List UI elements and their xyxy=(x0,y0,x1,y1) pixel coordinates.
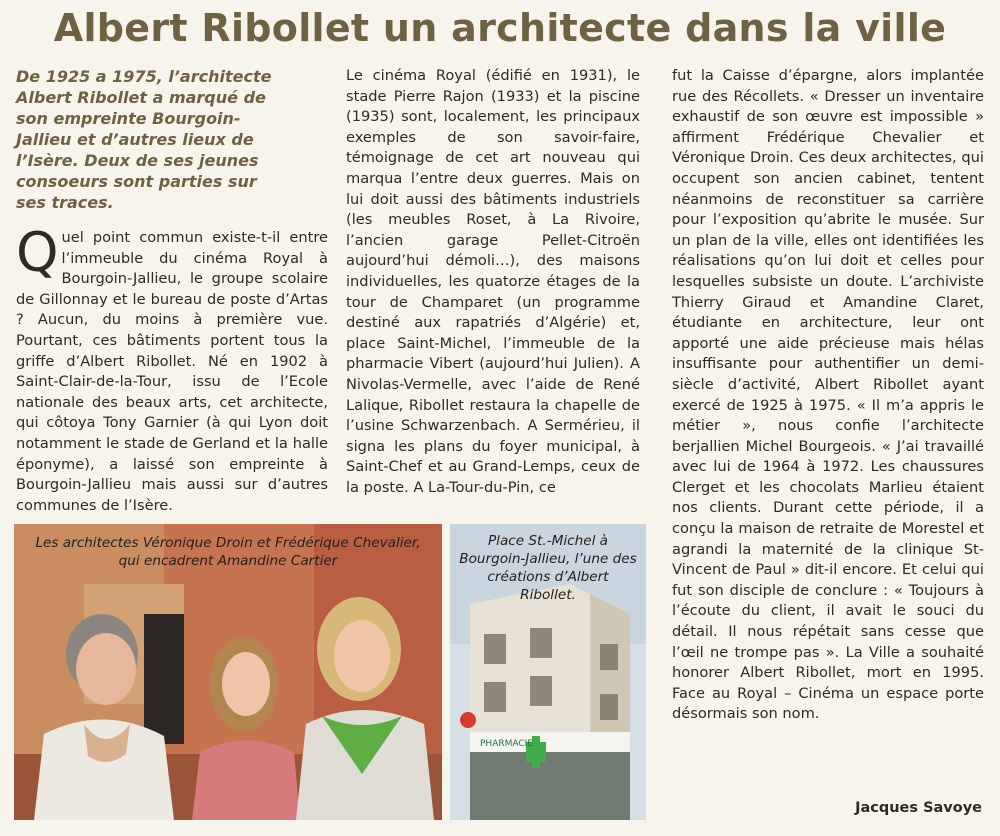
photo-building xyxy=(450,524,646,820)
column-2-body: Le cinéma Royal (édifié en 1931), le stade Pierre Rajon (1933) et la piscine (1935) sont, localement, les principaux exemples de son savoir-faire, témoignage de cet art nouveau qui marqua l’entre deux guerres. Mais on lui doit aussi des bâtiments industriels (les meubles Roset, à La Rivoire, l’ancien garage Pellet-Citroën aujourd’hui démoli…), des maisons individuelles, les quatorze étages de la tour de Champaret (un programme destiné aux rapatriés d’Algérie) et, place Saint-Michel, l’immeuble de la pharmacie Vibert (aujourd’hui Julien). A Nivolas-Vermelle, avec l’aide de René Lalique, Ribollet restaura la chapelle de l’usine Schwarzenbach. A Sermérieu, il signa les plans du foyer municipal, à Saint-Chef et au Grand-Lemps, ceux de la poste. A La-Tour-du-Pin, ce xyxy=(346,67,640,496)
photo-architects xyxy=(14,524,442,820)
article-title: Albert Ribollet un architecte dans la ville xyxy=(53,6,947,50)
pharmacie-sign: PHARMACIE xyxy=(480,739,533,749)
article-author: Jacques Savoye xyxy=(855,800,982,816)
column-1-body: uel point commun existe-t-il entre l’immeuble du cinéma Royal à Bourgoin-Jallieu, le groupe scolaire de Gillonnay et le bureau de poste d’Artas ? Aucun, du moins à première vue. Pourtant, ces bâtiments portent tous la griffe d’Albert Ribollet. Né en 1902 à Saint-Clair-de-la-Tour, issu de l’Ecole nationale des beaux arts, cet architecte, qui côtoya Tony Garnier (à qui Lyon doit notamment le stade de Gerland et la halle éponyme), a laissé son empreinte à Bourgoin-Jallieu mais aussi sur d’autres communes de l’Isère. xyxy=(16,229,328,514)
column-1 xyxy=(16,221,328,516)
drop-cap: Q xyxy=(16,221,59,284)
column-3-body: fut la Caisse d’épargne, alors implantée rue des Récollets. « Dresser un inventaire exhaustif de son œuvre est impossible » affirment Frédérique Chevalier et Véronique Droin. Ces deux architectes, qui occupent son ancien cabinet, tentent néanmoins de reconstituer sa carrière pour l’exposition qu’abrite le musée. Sur un plan de la ville, elles ont identifiées les réalisations qu’on lui doit et celles pour lesquelles subsiste un doute. L’archiviste Thierry Giraud et Amandine Claret, étudiante en architecture, leur ont apporté une aide précieuse mais hélas insuffisante pour authentifier un demi-siècle d’activité, Albert Ribollet ayant exercé de 1925 à 1975. « Il m’a appris le métier », nous confie l’architecte berjallien Michel Bourgeois. « J’ai travaillé avec lui de 1964 à 1972. Les chaussures Clerget et les chocolats Marlieu étaient nos clients. Durant cette période, il a conçu la maison de retraite de Morestel et agrandi la maternité de la clinique St-Vincent de Paul » dit-il encore. Et celui qui fut son disciple de conclure : « Toujours à l’écoute du client, il avait le souci du détail. Il nous répétait sans cesse que l’œil ne trompe pas ». La Ville a souhaité honorer Albert Ribollet, mort en 1995. Face au Royal – Cinéma un espace porte désormais son nom. xyxy=(672,67,984,723)
photo-architects-caption: Les architectes Véronique Droin et Frédérique Chevalier, qui encadrent Amandine Cartier xyxy=(35,535,421,569)
column-1-text xyxy=(16,221,328,516)
article-lead: De 1925 a 1975, l’architecte Albert Ribollet a marqué de son empreinte Bourgoin-Jallieu et d’autres lieux de l’Isère. Deux de ses jeunes consoeurs sont parties sur ses traces. xyxy=(16,67,272,212)
column-3 xyxy=(672,66,984,725)
column-2 xyxy=(346,66,640,498)
photo-building-caption: Place St.-Michel à Bourgoin-Jallieu, l’une des créations d’Albert Ribollet. xyxy=(459,533,637,603)
